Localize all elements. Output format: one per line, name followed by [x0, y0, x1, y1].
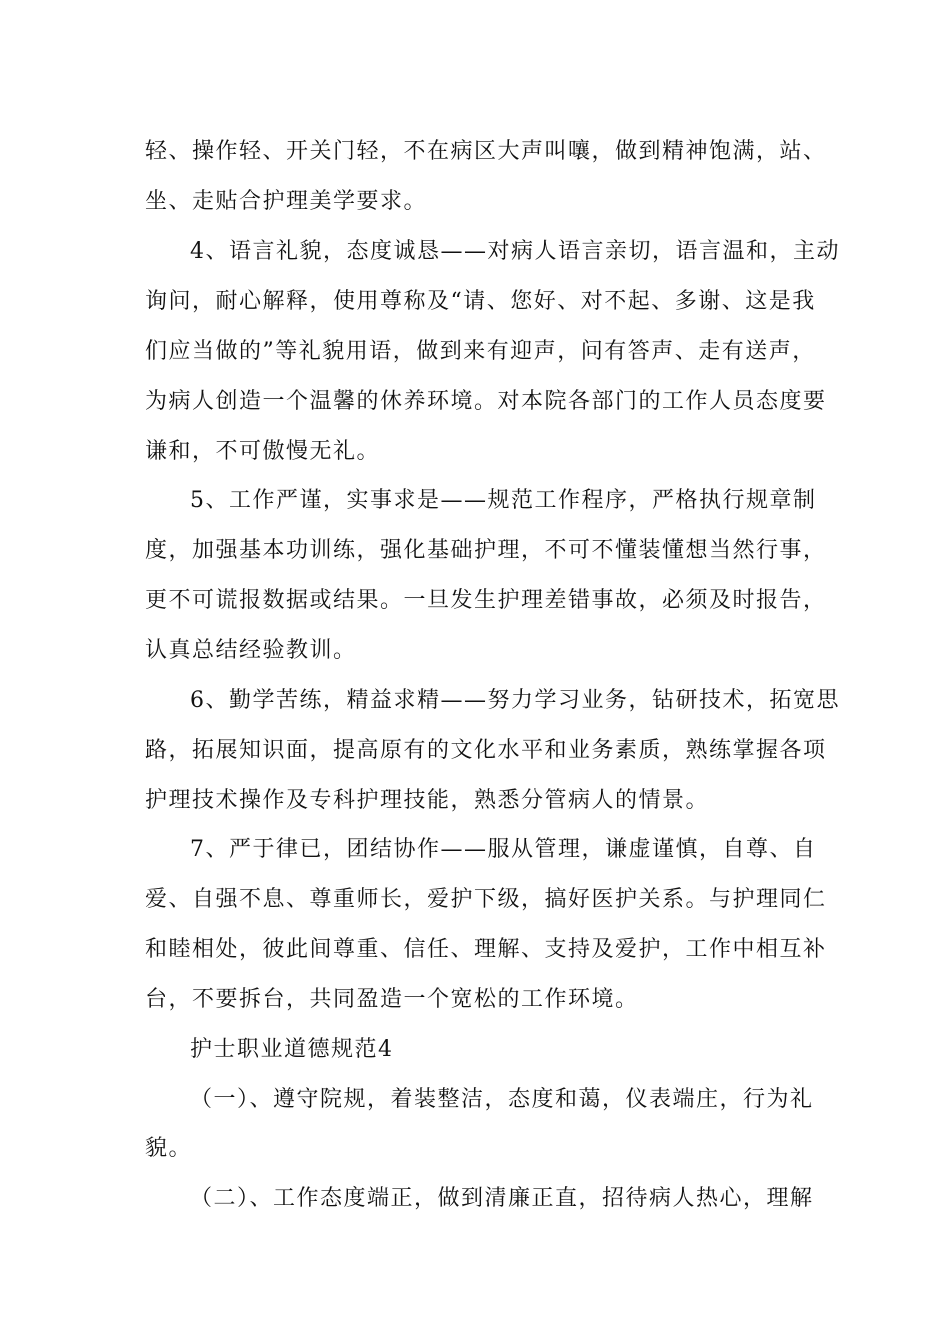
- text-line: 坐、走贴合护理美学要求。: [145, 189, 428, 214]
- text-line: 们应当做的”等礼貌用语，做到来有迎声，问有答声、走有送声，: [145, 339, 816, 364]
- item-1-heading-line: （一）、遵守院规，着装整洁，态度和蔼，仪表端庄，行为礼: [190, 1087, 814, 1112]
- text-line: 认真总结经验教训。: [145, 638, 357, 663]
- paragraph-7-heading-line: 7、严于律已，团结协作——服从管理，谦虚谨慎，自尊、自: [190, 837, 817, 862]
- text-line: 台，不要拆台，共同盈造一个宽松的工作环境。: [145, 987, 639, 1012]
- text-line: 爱、自强不息、尊重师长，爱护下级，搞好医护关系。与护理同仁: [145, 887, 827, 912]
- text-line: 谦和，不可傲慢无礼。: [145, 439, 381, 464]
- text-line: 询问，耐心解释，使用尊称及“请、您好、对不起、多谢、这是我: [145, 289, 816, 314]
- text-line: 更不可谎报数据或结果。一旦发生护理差错事故，必须及时报告，: [145, 588, 827, 613]
- text-line: 和睦相处，彼此间尊重、信任、理解、支持及爱护，工作中相互补: [145, 937, 827, 962]
- text-line: 路，拓展知识面，提高原有的文化水平和业务素质，熟练掌握各项: [145, 738, 827, 763]
- text-line: 度，加强基本功训练，强化基础护理，不可不懂装懂想当然行事，: [145, 538, 827, 563]
- section-heading: 护士职业道德规范4: [190, 1037, 394, 1062]
- paragraph-5-heading-line: 5、工作严谨，实事求是——规范工作程序，严格执行规章制: [190, 488, 817, 513]
- item-2-heading-line: （二）、工作态度端正，做到清廉正直，招待病人热心，理解: [190, 1186, 814, 1211]
- text-line: 轻、操作轻、开关门轻，不在病区大声叫嚷，做到精神饱满，站、: [145, 139, 827, 164]
- text-line: 貌。: [145, 1136, 193, 1161]
- text-line: 护理技术操作及专科护理技能，熟悉分管病人的情景。: [145, 788, 710, 813]
- paragraph-6-heading-line: 6、勤学苦练，精益求精——努力学习业务，钻研技术，拓宽思: [190, 688, 840, 713]
- text-line: 为病人创造一个温馨的休养环境。对本院各部门的工作人员态度要: [145, 389, 827, 414]
- paragraph-4-heading-line: 4、语言礼貌，态度诚恳——对病人语言亲切，语言温和，主动: [190, 239, 840, 264]
